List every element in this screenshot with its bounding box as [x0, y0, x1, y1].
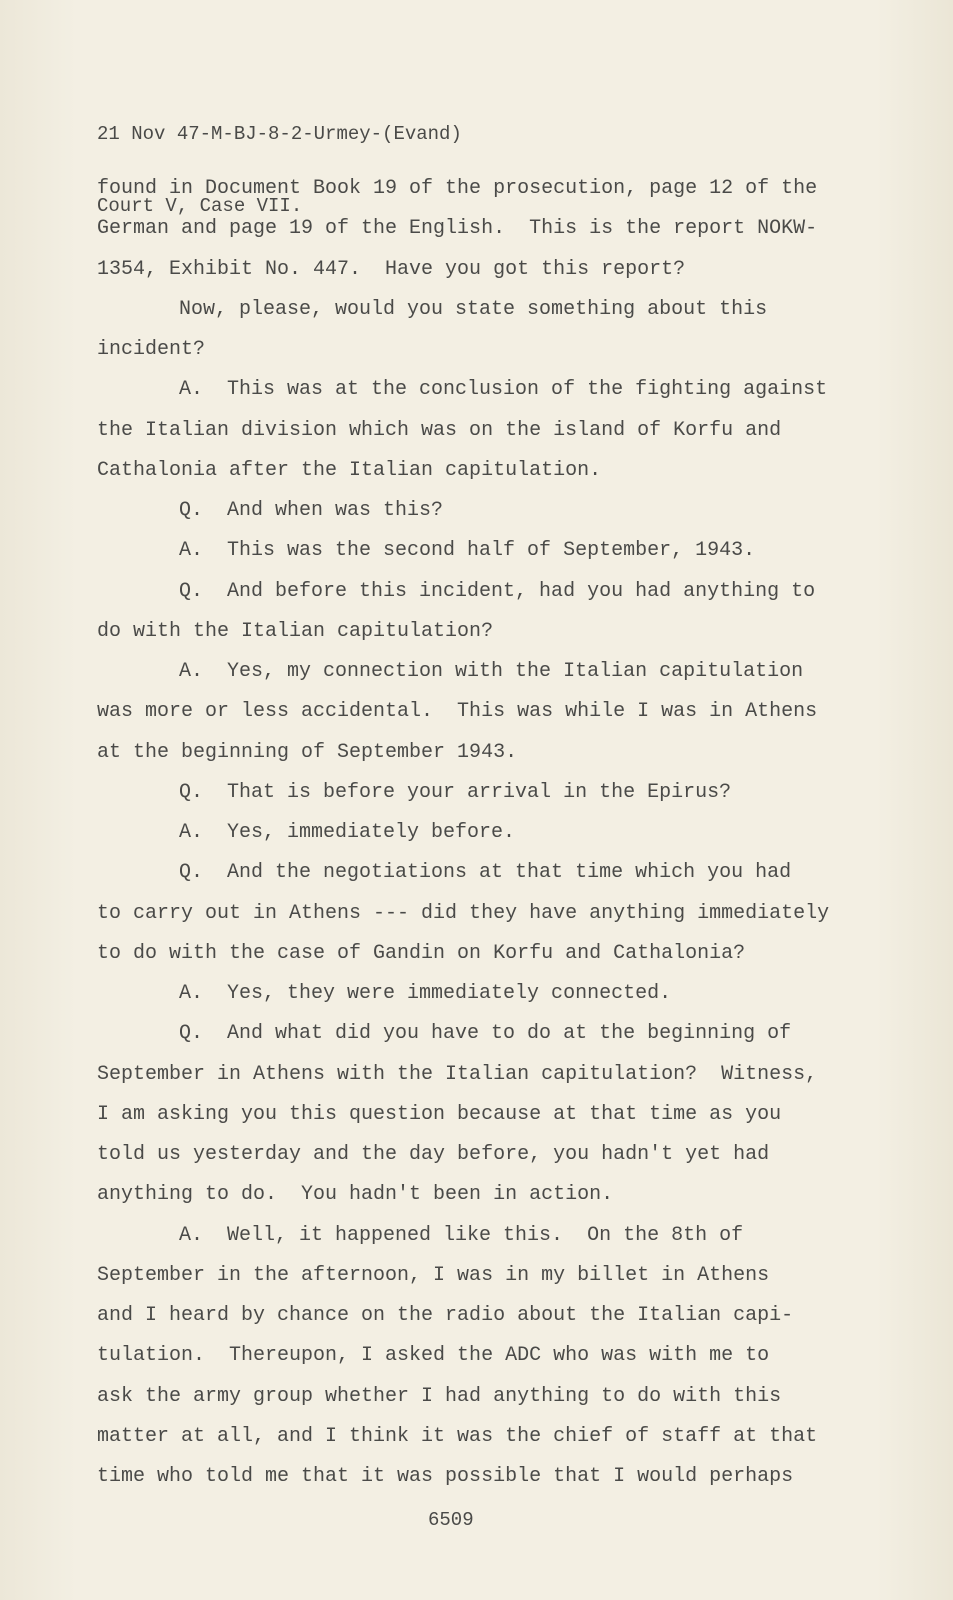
- transcript-line: at the beginning of September 1943.: [97, 740, 518, 764]
- transcript-line: to carry out in Athens --- did they have anything immediately: [97, 901, 830, 925]
- transcript-line: do with the Italian capitulation?: [97, 619, 494, 643]
- transcript-line: time who told me that it was possible that I would perhaps: [97, 1465, 794, 1488]
- transcript-line: I am asking you this question because at that time as you: [97, 1102, 782, 1126]
- transcript-line: A. This was at the conclusion of the fighting against: [179, 378, 828, 402]
- transcript-line: A. Yes, immediately before.: [179, 821, 516, 844]
- transcript-line: Q. And what did you have to do at the beginning of: [179, 1022, 792, 1046]
- transcript-line: Cathalonia after the Italian capitulation.: [97, 458, 602, 482]
- transcript-line: A. Well, it happened like this. On the 8th of: [179, 1223, 744, 1247]
- page-number: 6509: [428, 1509, 474, 1531]
- transcript-line: anything to do. You hadn't been in action.: [97, 1183, 614, 1207]
- transcript-line: matter at all, and I think it was the chief of staff at that: [97, 1424, 818, 1448]
- transcript-line: told us yesterday and the day before, you hadn't yet had: [97, 1143, 770, 1166]
- transcript-line: German and page 19 of the English. This is the report NOKW-: [97, 217, 818, 241]
- transcript-line: to do with the case of Gandin on Korfu and Cathalonia?: [97, 941, 746, 965]
- transcript-line: September in Athens with the Italian capitulation? Witness,: [97, 1062, 818, 1086]
- transcript-line: ask the army group whether I had anything to do with this: [97, 1384, 782, 1408]
- transcript-line: incident?: [97, 338, 206, 361]
- header-line-court: Court V, Case VII.: [97, 195, 303, 217]
- transcript-line: September in the afternoon, I was in my billet in Athens: [97, 1263, 770, 1287]
- transcript-line: Now, please, would you state something about this: [179, 297, 768, 321]
- transcript-line: and I heard by chance on the radio about the Italian capi-: [97, 1304, 794, 1327]
- transcript-line: was more or less accidental. This was while I was in Athens: [97, 700, 818, 724]
- transcript-line: Q. And the negotiations at that time which you had: [179, 861, 792, 885]
- transcript-line: A. Yes, my connection with the Italian capitulation: [179, 660, 804, 683]
- transcript-line: the Italian division which was on the island of Korfu and: [97, 418, 782, 442]
- header-line-reference: 21 Nov 47-M-BJ-8-2-Urmey-(Evand): [97, 123, 462, 145]
- transcript-line: 1354, Exhibit No. 447. Have you got this report?: [97, 257, 686, 281]
- transcript-line: tulation. Thereupon, I asked the ADC who was with me to: [97, 1344, 770, 1368]
- transcript-line: Q. That is before your arrival in the Epirus?: [179, 780, 732, 804]
- transcript-line: Q. And when was this?: [179, 499, 444, 522]
- transcript-line: A. Yes, they were immediately connected.: [179, 982, 672, 1005]
- transcript-line: Q. And before this incident, had you had anything to: [179, 579, 816, 603]
- transcript-line: found in Document Book 19 of the prosecution, page 12 of the: [97, 177, 818, 200]
- transcript-line: A. This was the second half of September, 1943.: [179, 539, 756, 563]
- transcript-body: [97, 176, 917, 1504]
